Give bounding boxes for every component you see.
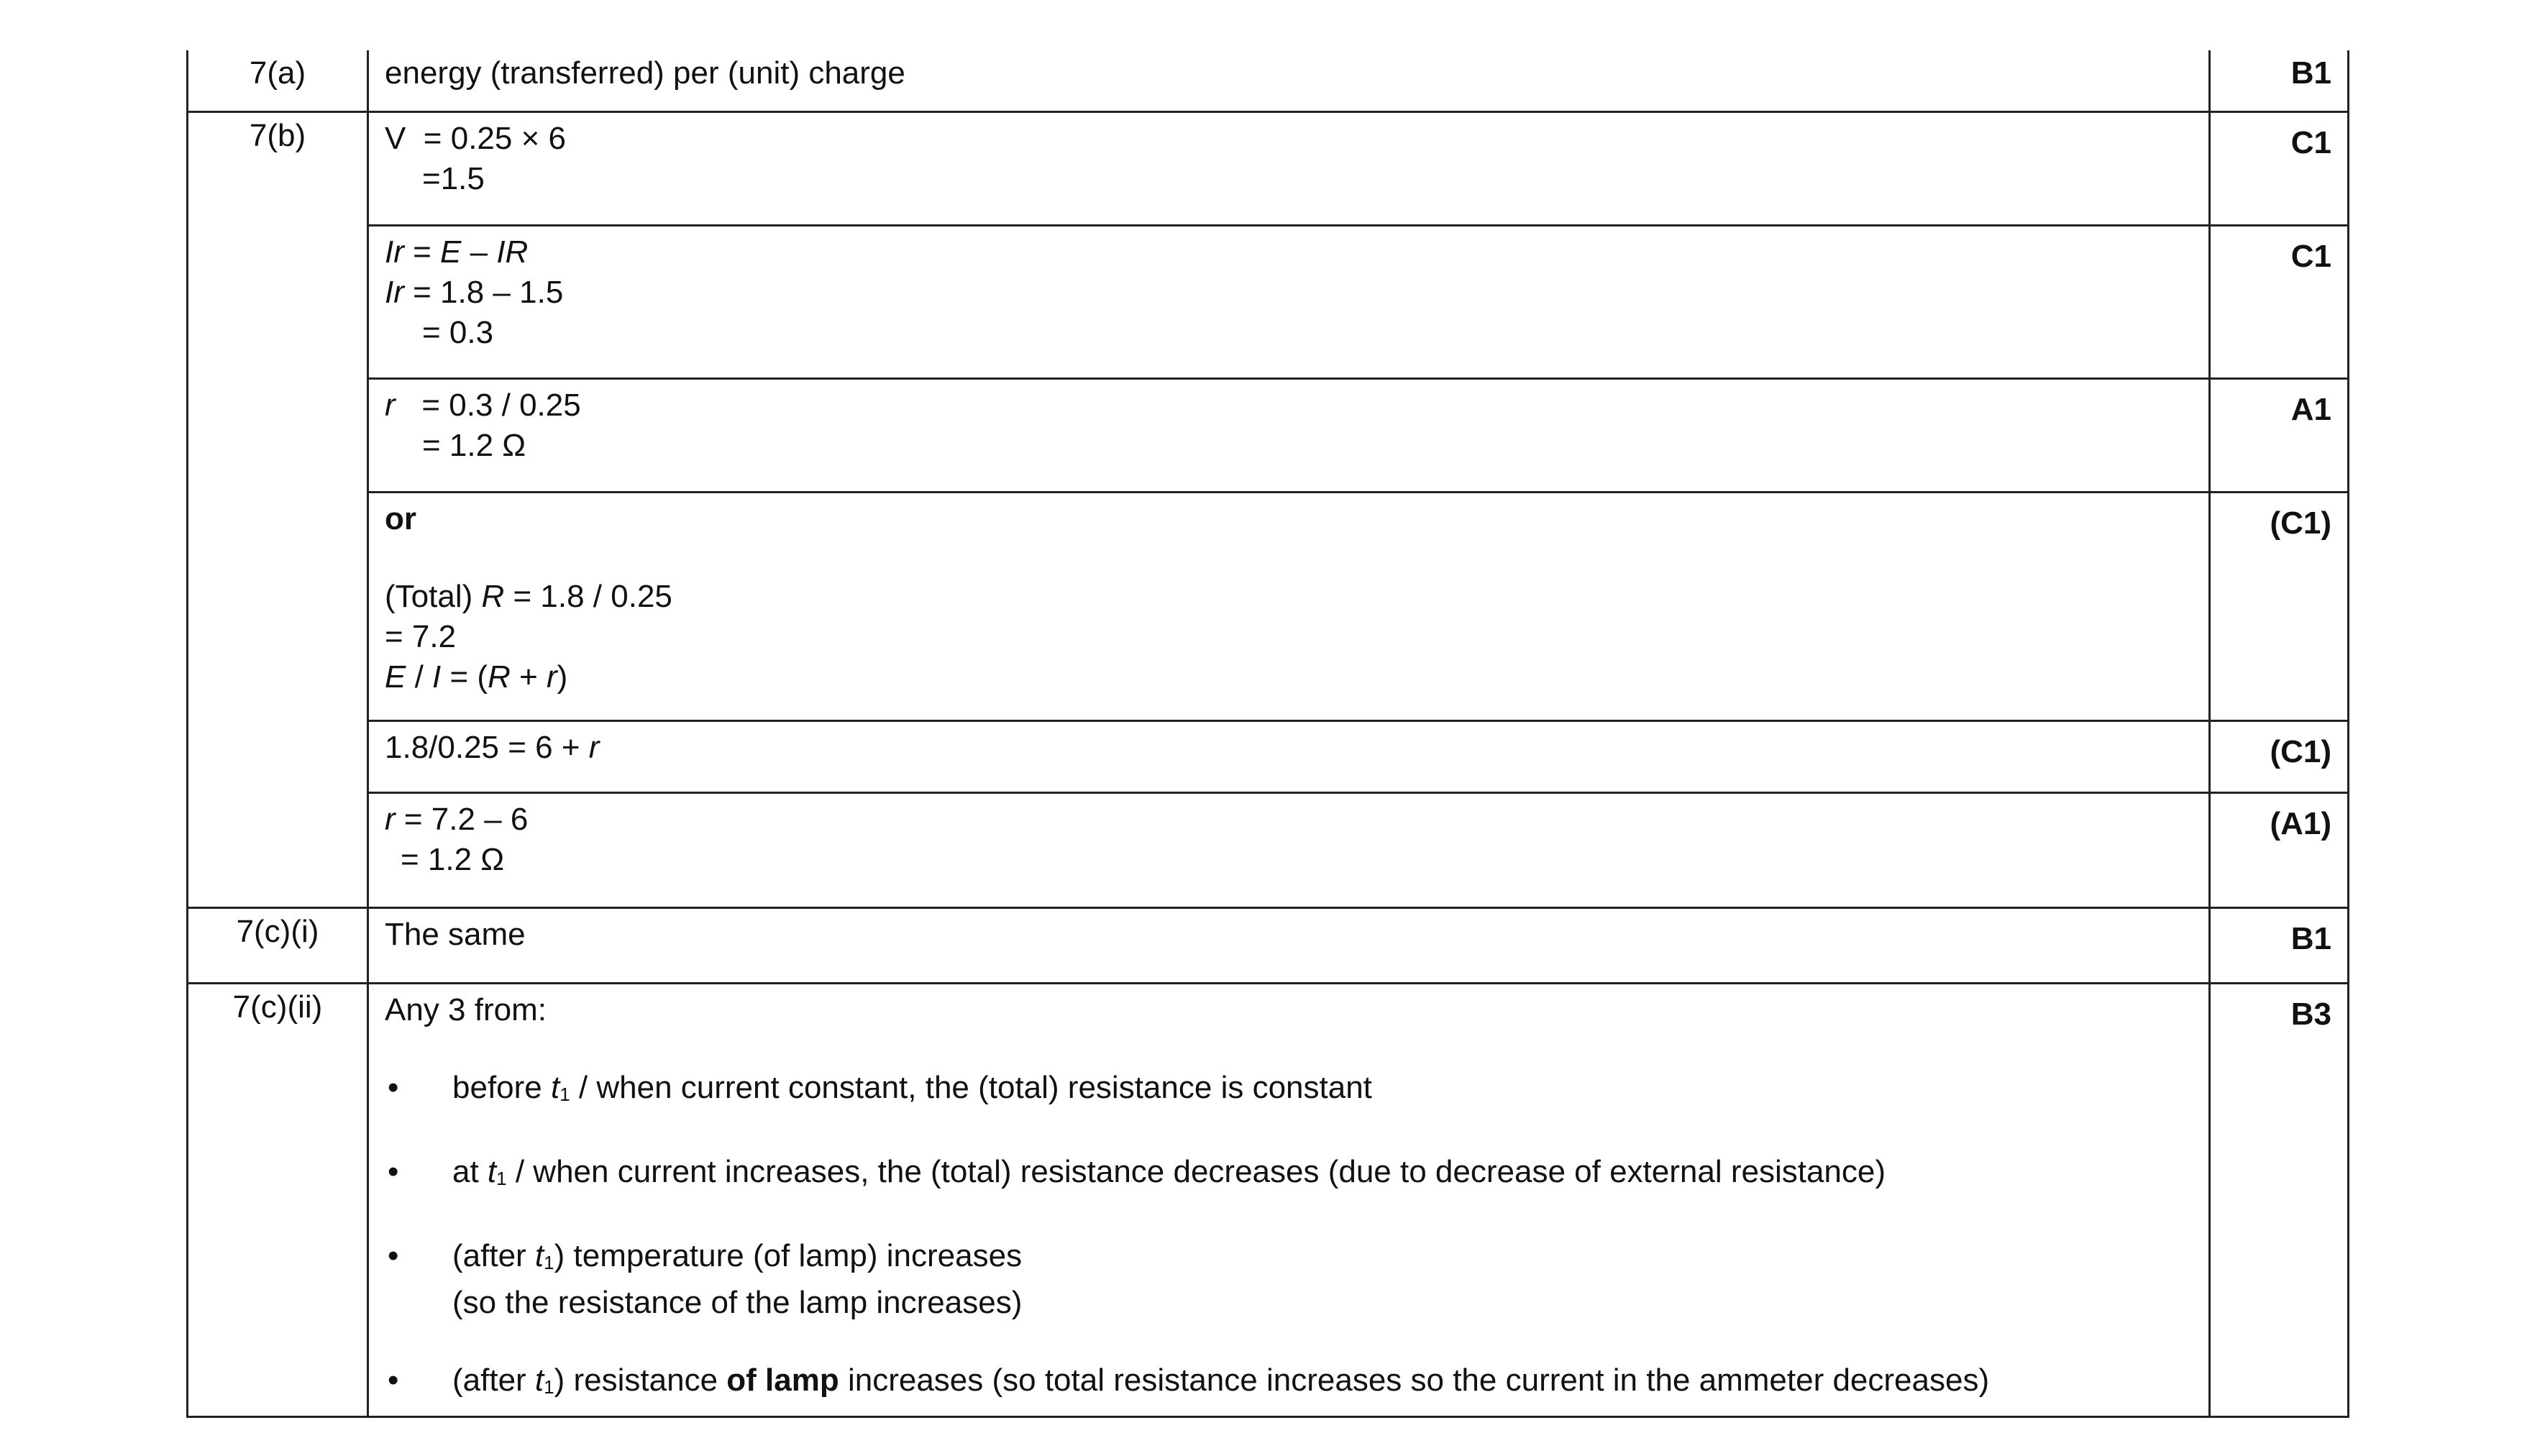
question-number: 7(a) [188,50,368,112]
answer-cell [368,793,2210,908]
answer-cell [368,721,2210,793]
bullet-icon: • [388,1238,399,1273]
mark-cell: C1 [2210,112,2349,226]
table-row-7ci [188,908,2349,984]
bullet-icon: • [388,1070,399,1105]
list-item: • at $t_1$ / when current increases, the (total) resistance decreases (due to decrease of external resistance) [385,1152,2208,1199]
answer-cell [368,908,2210,984]
table-row-7b [188,493,2349,721]
mark-cell: B1 [2210,50,2349,112]
answer-line: = 1.2 Ω [422,428,526,463]
answer-cell [368,493,2210,721]
answer-line: = 7.2 [385,619,457,654]
table-row-7a [188,50,2349,112]
answer-cell [368,50,2210,112]
table-row-7cii [188,984,2349,1417]
mark-cell: B1 [2210,908,2349,984]
answer-cell [368,379,2210,493]
answer-line: (Total) R = 1.8 / 0.25 [385,579,672,614]
answer-cell [368,226,2210,379]
answer-text: The same [385,917,526,952]
answer-line: 1.8/0.25 = 6 + r [385,730,600,765]
list-item: • (after $t_1$) temperature (of lamp) increases (so the resistance of the lamp increases) [385,1236,2208,1323]
answer-cell [368,112,2210,226]
answer-line: E / I = (R + r) [385,659,568,695]
mark-cell: C1 [2210,226,2349,379]
answer-line: r = 0.3 / 0.25 [385,388,581,423]
bullet-icon: • [388,1154,399,1189]
list-item: • (after $t_1$) resistance of lamp increases (so total resistance increases so the current in the ammeter decreases) [385,1360,2208,1407]
question-number: 7(b) [188,112,368,908]
answer-line: =1.5 [422,161,485,196]
answer-line: = 0.3 [422,315,494,350]
list-item: • before $t_1$ / when current constant, the (total) resistance is constant [385,1068,2208,1114]
or-label: or [385,501,416,536]
mark-cell: (C1) [2210,493,2349,721]
table-row-7b [188,721,2349,793]
table-row-7b [188,112,2349,226]
answer-intro: Any 3 from: [385,992,547,1027]
question-number: 7(c)(i) [188,908,368,984]
mark-scheme-table [186,50,2349,1418]
answer-cell [368,984,2210,1417]
mark-cell: B3 [2210,984,2349,1417]
answer-line: Ir = 1.8 – 1.5 [385,275,564,310]
answer-line: r = 7.2 – 6 [385,802,529,837]
table-row-7b [188,793,2349,908]
mark-cell: (C1) [2210,721,2349,793]
mark-cell: (A1) [2210,793,2349,908]
answer-line: V = 0.25 × 6 [385,121,566,156]
answer-line: = 1.2 Ω [401,842,505,877]
table-row-7b [188,226,2349,379]
question-number: 7(c)(ii) [188,984,368,1417]
table-row-7b [188,379,2349,493]
bullet-icon: • [388,1363,399,1398]
mark-cell: A1 [2210,379,2349,493]
answer-line: Ir = E – IR [385,234,529,270]
answer-text: energy (transferred) per (unit) charge [385,55,905,91]
